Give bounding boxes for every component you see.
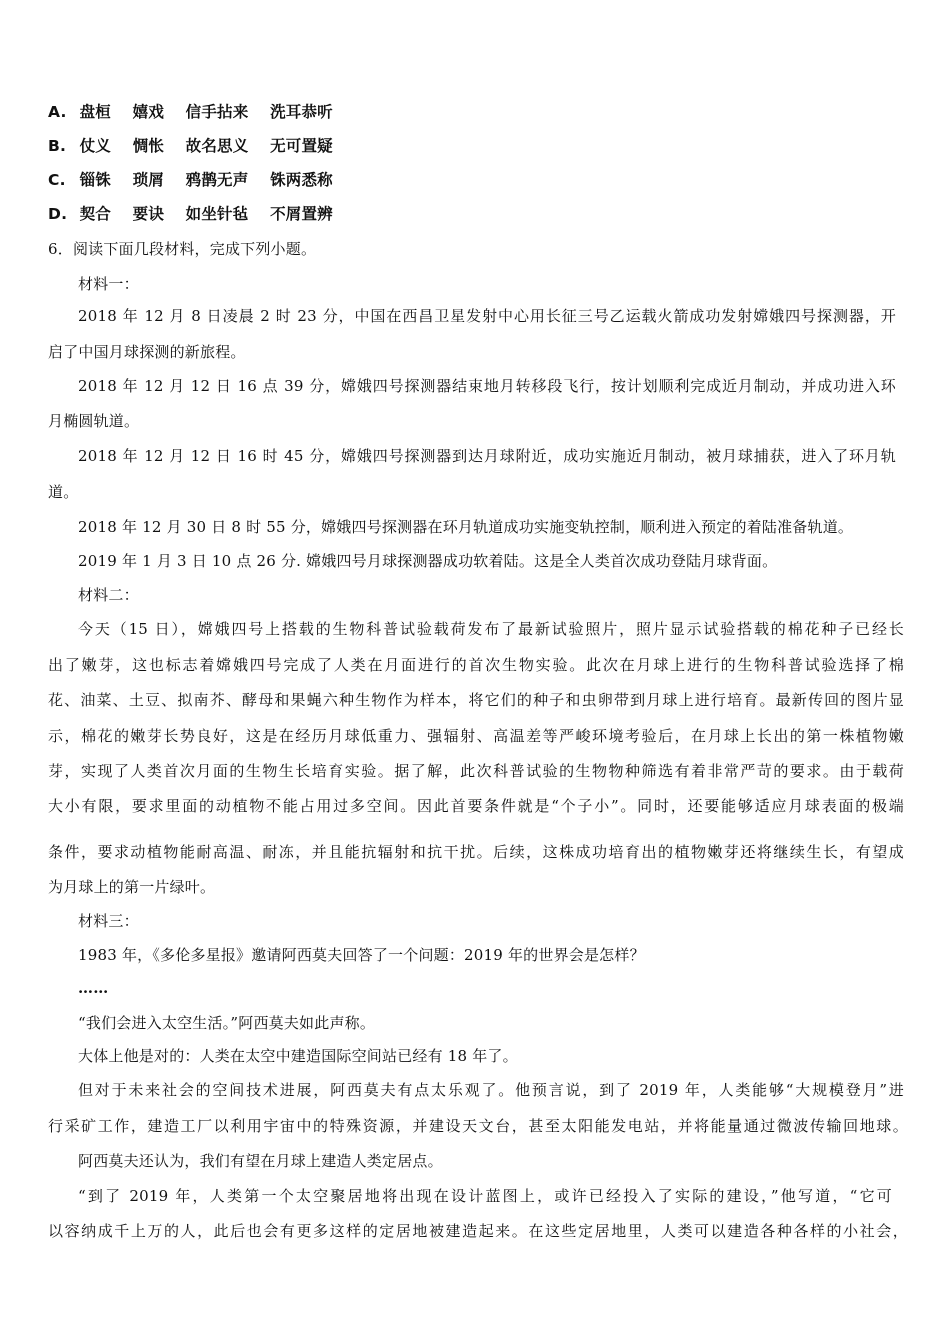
material-2-line: 芽，实现了人类首次月面的生物生长培育实验。据了解，此次科普试验的生物物种筛选有着非常严苛的要求。由于载荷	[48, 762, 904, 780]
material-1-line: 2018 年 12 月 30 日 8 时 55 分，嫦娥四号探测器在环月轨道成功实施变轨控制，顺利进入预定的着陆准备轨道。	[78, 518, 854, 536]
material-3-line: 阿西莫夫还认为，我们有望在月球上建造人类定居点。	[78, 1152, 443, 1170]
question-prompt: 6．阅读下面几段材料，完成下列小题。	[48, 240, 317, 258]
material-1-heading: 材料一：	[78, 275, 139, 293]
material-3-line: 大体上他是对的：人类在太空中建造国际空间站已经有 18 年了。	[78, 1047, 518, 1065]
option-letter: D.	[48, 205, 68, 223]
material-2-line: 今天（15 日），嫦娥四号上搭载的生物科普试验载荷发布了最新试验照片，照片显示试验搭载的棉花种子已经长	[78, 620, 904, 638]
material-1-line: 道。	[48, 483, 79, 501]
material-1-line: 2018 年 12 月 12 日 16 点 39 分，嫦娥四号探测器结束地月转移段飞行，按计划顺利完成近月制动，并成功进入环	[78, 377, 896, 395]
material-3-line: 但对于未来社会的空间技术进展，阿西莫夫有点太乐观了。他预言说，到了 2019 年，人类能够“大规模登月”进	[78, 1081, 904, 1099]
option-word: 嬉戏	[132, 103, 165, 121]
option-d	[48, 204, 349, 224]
material-2-heading: 材料二：	[78, 586, 139, 604]
option-word: 故名思义	[185, 137, 249, 155]
material-2-line: 大小有限，要求里面的动植物不能占用过多空间。因此首要条件就是“个子小”。同时，还要能够适应月球表面的极端	[48, 797, 904, 815]
material-3-ellipsis: ……	[78, 979, 109, 997]
option-word: 鸦鹊无声	[185, 171, 249, 189]
option-word: 盘桓	[79, 103, 112, 121]
material-3-line: 行采矿工作，建造工厂以利用宇宙中的特殊资源，并建设天文台，甚至太阳能发电站，并将能量通过微波传输回地球。	[48, 1117, 908, 1135]
option-word: 要诀	[132, 205, 165, 223]
option-b	[48, 136, 349, 156]
material-1-line: 月椭圆轨道。	[48, 412, 140, 430]
material-2-line: 为月球上的第一片绿叶。	[48, 878, 216, 896]
material-2-line: 示，棉花的嫩芽长势良好，这是在经历月球低重力、强辐射、高温差等严峻环境考验后，在月球上长出的第一株植物嫩	[48, 727, 904, 745]
option-word: 洗耳恭听	[270, 103, 333, 121]
material-3-heading: 材料三：	[78, 912, 139, 930]
option-word: 不屑置辨	[270, 205, 333, 223]
material-1-line: 启了中国月球探测的新旅程。	[48, 343, 246, 361]
option-word: 信手拈来	[185, 103, 249, 121]
material-3-line: 以容纳成千上万的人，此后也会有更多这样的定居地被建造起来。在这些定居地里，人类可以建造各种各样的小社会，	[48, 1222, 908, 1240]
material-2-line: 出了嫩芽，这也标志着嫦娥四号完成了人类在月面进行的首次生物实验。此次在月球上进行的生物科普试验选择了棉	[48, 656, 904, 674]
option-word: 琐屑	[132, 171, 165, 189]
material-1-line: 2019 年 1 月 3 日 10 点 26 分. 嫦娥四号月球探测器成功软着陆。这是全人类首次成功登陆月球背面。	[78, 552, 778, 570]
option-letter: B.	[48, 137, 67, 155]
material-1-line: 2018 年 12 月 12 日 16 时 45 分，嫦娥四号探测器到达月球附近，成功实施近月制动，被月球捕获，进入了环月轨	[78, 447, 896, 465]
material-3-line: 1983 年，《多伦多星报》邀请阿西莫夫回答了一个问题：2019 年的世界会是怎样？	[78, 946, 645, 964]
material-2-line: 花、油菜、土豆、拟南芥、酵母和果蝇六种生物作为样本，将它们的种子和虫卵带到月球上进行培育。最新传回的图片显	[48, 691, 904, 709]
option-word: 锱铢	[79, 171, 112, 189]
material-3-line: “我们会进入太空生活。”阿西莫夫如此声称。	[78, 1014, 376, 1032]
option-c	[48, 170, 349, 190]
material-3-line: “到了 2019 年，人类第一个太空聚居地将出现在设计蓝图上，或许已经投入了实际的建设，”他写道，“它可	[78, 1187, 892, 1205]
option-word: 铢两悉称	[270, 171, 333, 189]
option-letter: C.	[48, 171, 66, 189]
option-word: 无可置疑	[270, 137, 333, 155]
material-1-line: 2018 年 12 月 8 日凌晨 2 时 23 分，中国在西昌卫星发射中心用长征三号乙运载火箭成功发射嫦娥四号探测器，开	[78, 307, 896, 325]
option-word: 契合	[79, 205, 112, 223]
option-word: 惆怅	[132, 137, 165, 155]
option-letter: A.	[48, 103, 67, 121]
material-2-line: 条件，要求动植物能耐高温、耐冻，并且能抗辐射和抗干扰。后续，这株成功培育出的植物嫩芽还将继续生长，有望成	[48, 843, 904, 861]
option-a	[48, 102, 349, 122]
option-word: 如坐针毡	[185, 205, 249, 223]
option-word: 仗义	[79, 137, 112, 155]
